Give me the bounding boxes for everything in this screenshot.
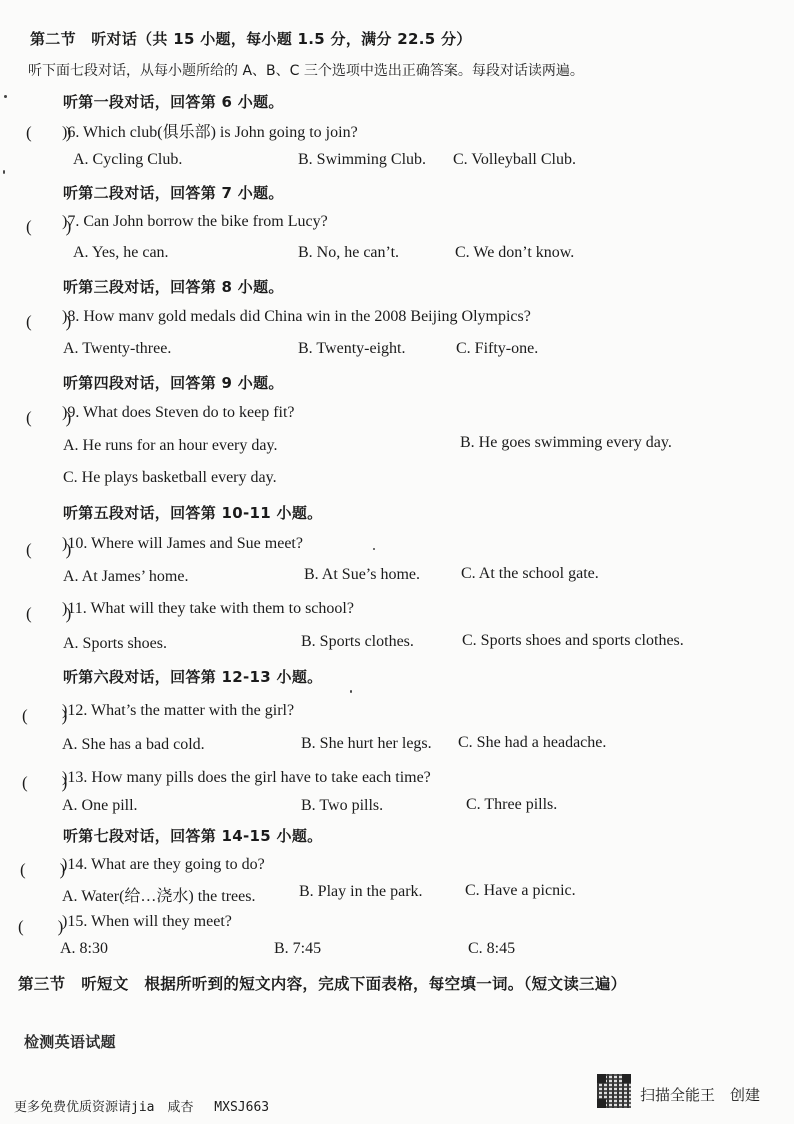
option-12-a: A. She has a bad cold.	[62, 736, 205, 753]
scanner-watermark: 扫描全能王 创建	[640, 1086, 761, 1104]
option-15-a: A. 8:30	[60, 940, 108, 957]
option-6-a: A. Cycling Club.	[73, 151, 183, 168]
question-14: )14. What are they going to do?	[62, 856, 265, 873]
option-6-c: C. Volleyball Club.	[453, 151, 576, 168]
option-10-c: C. At the school gate.	[461, 565, 599, 582]
option-13-b: B. Two pills.	[301, 797, 384, 814]
scan-speck	[4, 95, 7, 98]
option-11-b: B. Sports clothes.	[301, 633, 414, 650]
option-9-a: A. He runs for an hour every day.	[63, 437, 278, 454]
answer-bracket-14[interactable]: ( )	[20, 860, 66, 879]
option-7-b: B. No, he can’t.	[298, 244, 400, 261]
dialogue-6-heading: 听第六段对话，回答第 12-13 小题。	[63, 668, 323, 686]
dialogue-4-heading: 听第四段对话，回答第 9 小题。	[63, 374, 284, 392]
option-9-c: C. He plays basketball every day.	[63, 469, 277, 486]
section-3-title: 第三节 听短文 根据所听到的短文内容，完成下面表格，每空填一词。（短文读三遍）	[18, 975, 627, 993]
question-6: )6. Which club(俱乐部) is John going to join?	[62, 124, 358, 141]
answer-bracket-6[interactable]: ( )	[26, 123, 72, 142]
option-11-c: C. Sports shoes and sports clothes.	[462, 632, 684, 649]
option-14-a: A. Water(给…浇水) the trees.	[62, 888, 256, 905]
dialogue-3-heading: 听第三段对话，回答第 8 小题。	[63, 278, 284, 296]
answer-bracket-11[interactable]: ( )	[26, 604, 72, 623]
question-7: )7. Can John borrow the bike from Lucy?	[62, 213, 328, 230]
section-2-instruction: 听下面七段对话，从每小题所给的 A、B、C 三个选项中选出正确答案。每段对话读两遍。	[28, 63, 584, 79]
scan-speck	[3, 170, 5, 174]
footer-resource-note: 更多免费优质资源请jia 咸杏 MXSJ663	[14, 1100, 270, 1115]
option-7-a: A. Yes, he can.	[73, 244, 169, 261]
question-11: )11. What will they take with them to school?	[62, 600, 354, 617]
dialogue-7-heading: 听第七段对话，回答第 14-15 小题。	[63, 827, 323, 845]
option-12-c: C. She had a headache.	[458, 734, 607, 751]
answer-bracket-9[interactable]: ( )	[26, 408, 72, 427]
option-9-b: B. He goes swimming every day.	[460, 434, 672, 451]
answer-bracket-13[interactable]: ( )	[22, 773, 68, 792]
dialogue-2-heading: 听第二段对话，回答第 7 小题。	[63, 184, 284, 202]
option-8-b: B. Twenty-eight.	[298, 340, 406, 357]
answer-bracket-15[interactable]: ( )	[18, 917, 64, 936]
scan-speck	[350, 690, 352, 693]
answer-bracket-8[interactable]: ( )	[26, 312, 72, 331]
option-6-b: B. Swimming Club.	[298, 151, 427, 168]
option-11-a: A. Sports shoes.	[63, 635, 168, 652]
question-12: )12. What’s the matter with the girl?	[62, 702, 295, 719]
option-13-a: A. One pill.	[62, 797, 138, 814]
question-9: )9. What does Steven do to keep fit?	[62, 404, 295, 421]
page-label: 检测英语试题	[24, 1033, 116, 1051]
dialogue-5-heading: 听第五段对话，回答第 10-11 小题。	[63, 504, 323, 522]
option-8-a: A. Twenty-three.	[63, 340, 172, 357]
option-8-c: C. Fifty-one.	[456, 340, 539, 357]
option-10-b: B. At Sue’s home.	[304, 566, 421, 583]
answer-bracket-12[interactable]: ( )	[22, 706, 68, 725]
qr-code-icon	[597, 1074, 631, 1108]
question-13: )13. How many pills does the girl have to take each time?	[62, 769, 431, 786]
dialogue-1-heading: 听第一段对话，回答第 6 小题。	[63, 93, 284, 111]
option-7-c: C. We don’t know.	[455, 244, 575, 261]
option-13-c: C. Three pills.	[466, 796, 558, 813]
option-15-b: B. 7:45	[274, 940, 322, 957]
option-10-a: A. At James’ home.	[63, 568, 189, 585]
question-8: )8. How manv gold medals did China win in the 2008 Beijing Olympics?	[62, 308, 531, 325]
answer-bracket-7[interactable]: ( )	[26, 217, 72, 236]
answer-bracket-10[interactable]: ( )	[26, 540, 72, 559]
question-15: )15. When will they meet?	[62, 913, 232, 930]
option-14-b: B. Play in the park.	[299, 883, 423, 900]
question-10: )10. Where will James and Sue meet?	[62, 535, 303, 552]
section-2-title: 第二节 听对话（共 15 小题，每小题 1.5 分，满分 22.5 分）	[30, 30, 472, 48]
option-15-c: C. 8:45	[468, 940, 516, 957]
option-12-b: B. She hurt her legs.	[301, 735, 432, 752]
scan-speck	[373, 548, 375, 550]
option-14-c: C. Have a picnic.	[465, 882, 576, 899]
